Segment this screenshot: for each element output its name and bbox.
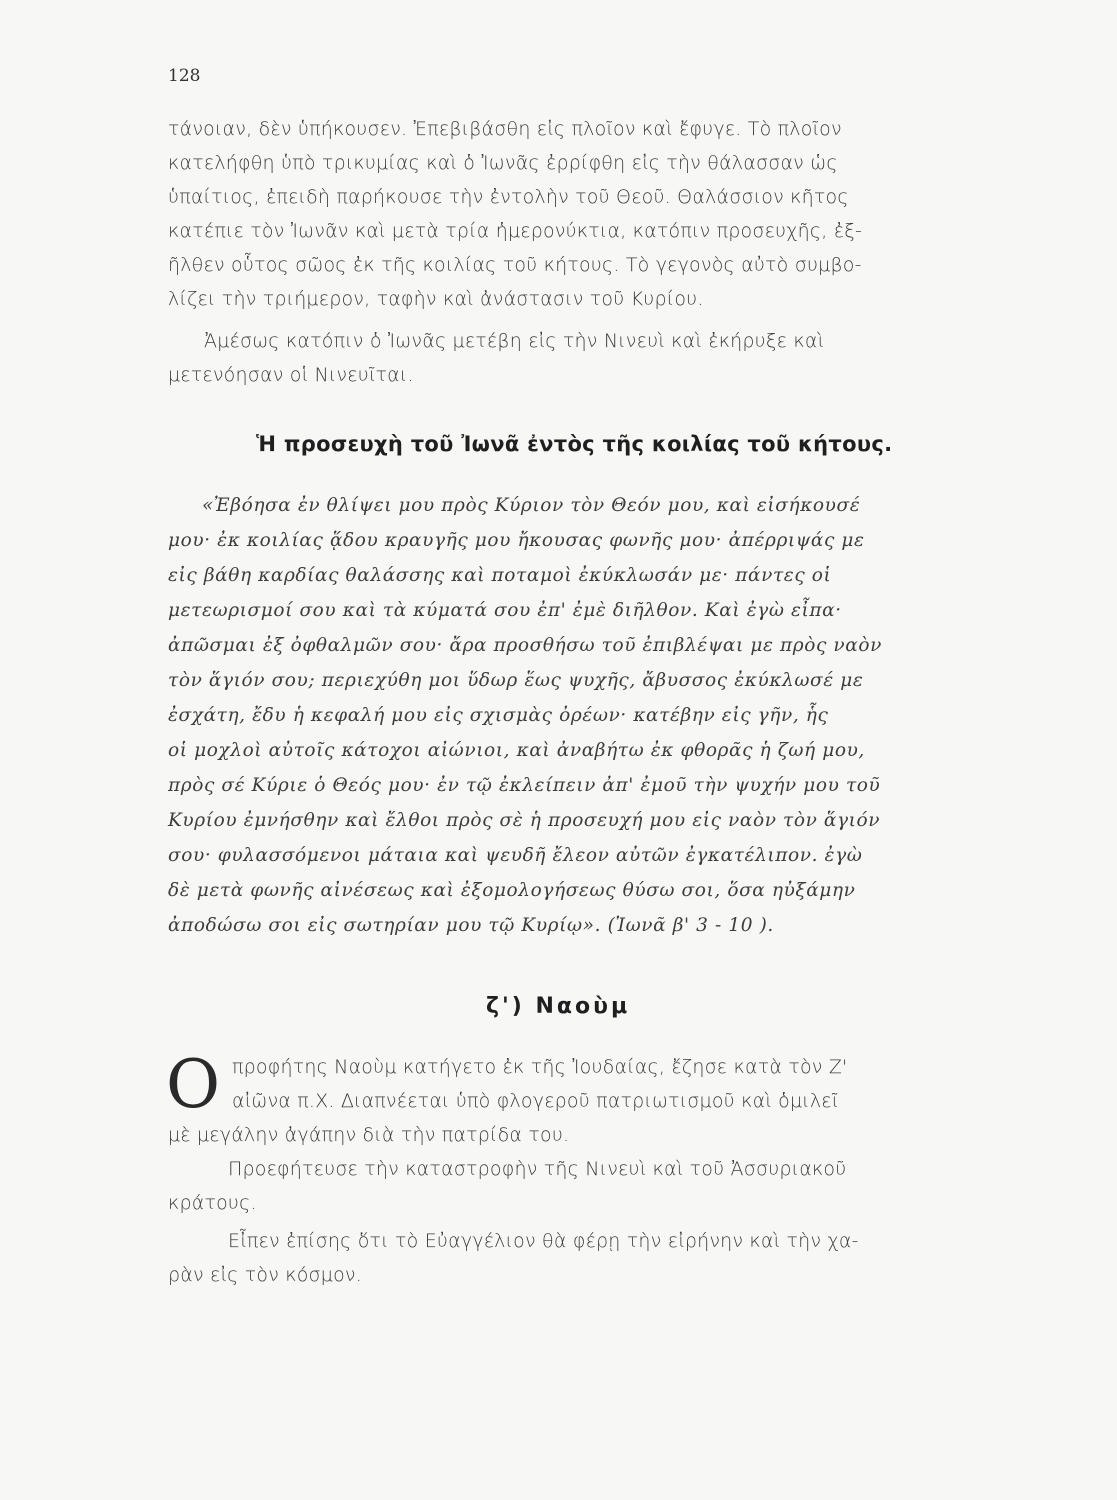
quote-line: εἰς βάθη καρδίας θαλάσσης καὶ ποταμοὶ ἐκύκλωσάν με· πάντες οἱ	[168, 565, 832, 586]
quote-line: ἐσχάτη, ἔδυ ἡ κεφαλή μου εἰς σχισμὰς ὀρέων· κατέβην εἰς γῆν, ἧς	[168, 705, 829, 726]
text-line: Ἀμέσως κατόπιν ὁ Ἰωνᾶς μετέβη εἰς τὴν Νινευὶ καὶ ἐκήρυξε καὶ	[204, 330, 825, 352]
text-line: κατέπιε τὸν Ἰωνᾶν καὶ μετὰ τρία ἡμερονύκτια, κατόπιν προσευχῆς, ἐξ-	[168, 220, 863, 242]
text-line: κατελήφθη ὑπὸ τρικυμίας καὶ ὁ Ἰωνᾶς ἐρρίφθη εἰς τὴν θάλασσαν ὡς	[168, 152, 838, 174]
text-line: προφήτης Ναοὺμ κατήγετο ἐκ τῆς Ἰουδαίας, ἔζησε κατὰ τὸν Ζ'	[232, 1056, 848, 1078]
quote-line: Κυρίου ἐμνήσθην καὶ ἔλθοι πρὸς σὲ ἡ προσευχή μου εἰς ναὸν τὸν ἅγιόν	[168, 810, 881, 831]
text-line: ῆλθεν οὗτος σῶος ἐκ τῆς κοιλίας τοῦ κήτους. Τὸ γεγονὸς αὐτὸ συμβο-	[168, 254, 862, 276]
quote-line: ἀποδώσω σοι εἰς σωτηρίαν μου τῷ Κυρίῳ». (Ἰωνᾶ β' 3 - 10 ).	[168, 915, 774, 936]
quote-line: ἀπῶσμαι ἐξ ὀφθαλμῶν σου· ἄρα προσθήσω τοῦ ἐπιβλέψαι με πρὸς ναὸν	[168, 635, 882, 656]
text-line: κράτους.	[168, 1192, 257, 1214]
quote-line: «Ἐβόησα ἐν θλίψει μου πρὸς Κύριον τὸν Θεόν μου, καὶ εἰσήκουσέ	[202, 495, 861, 516]
text-line: λίζει τὴν τριήμερον, ταφὴν καὶ ἀνάστασιν τοῦ Κυρίου.	[168, 288, 704, 310]
prayer-heading: Ἡ προσευχὴ τοῦ Ἰωνᾶ ἐντὸς τῆς κοιλίας τοῦ κήτους.	[256, 432, 893, 456]
page-number: 128	[168, 66, 201, 86]
text-line: Εἶπεν ἐπίσης ὅτι τὸ Εὐαγγέλιον θὰ φέρῃ τὴν εἰρήνην καὶ τὴν χα-	[228, 1230, 859, 1252]
text-line: μετενόησαν οἱ Νινευῖται.	[168, 364, 414, 386]
quote-line: τὸν ἅγιόν σου; περιεχύθη μοι ὕδωρ ἕως ψυχῆς, ἄβυσσος ἐκύκλωσέ με	[168, 670, 864, 691]
quote-line: μου· ἐκ κοιλίας ᾅδου κραυγῆς μου ἤκουσας φωνῆς μου· ἀπέρριψάς με	[168, 530, 865, 551]
quote-line: μετεωρισμοί σου καὶ τὰ κύματά σου ἐπ' ἐμὲ διῆλθον. Καὶ ἐγὼ εἶπα·	[168, 600, 842, 621]
quote-line: σου· φυλασσόμενοι μάταια καὶ ψευδῆ ἔλεον αὐτῶν ἐγκατέλιπον. ἐγὼ	[168, 845, 863, 866]
text-line: αἰῶνα π.Χ. Διαπνέεται ὑπὸ φλογεροῦ πατριωτισμοῦ καὶ ὁμιλεῖ	[232, 1090, 839, 1112]
text-line: ὑπαίτιος, ἐπειδὴ παρήκουσε τὴν ἐντολὴν τοῦ Θεοῦ. Θαλάσσιον κῆτος	[168, 186, 849, 208]
text-line: τάνοιαν, δὲν ὑπήκουσεν. Ἐπεβιβάσθη εἰς πλοῖον καὶ ἔφυγε. Τὸ πλοῖον	[168, 118, 842, 140]
text-line: μὲ μεγάλην ἀγάπην διὰ τὴν πατρίδα του.	[168, 1124, 570, 1146]
drop-cap: Ο	[166, 1046, 221, 1123]
quote-line: δὲ μετὰ φωνῆς αἰνέσεως καὶ ἐξομολογήσεως θύσω σοι, ὅσα ηὐξάμην	[168, 880, 856, 901]
section-heading: ζ') Ναοὺμ	[486, 994, 631, 1019]
quote-line: οἱ μοχλοὶ αὐτοῖς κάτοχοι αἰώνιοι, καὶ ἀναβήτω ἐκ φθορᾶς ἡ ζωή μου,	[168, 740, 865, 761]
text-line: ρὰν εἰς τὸν κόσμον.	[168, 1264, 362, 1286]
quote-line: πρὸς σέ Κύριε ὁ Θεός μου· ἐν τῷ ἐκλείπειν ἀπ' ἐμοῦ τὴν ψυχήν μου τοῦ	[168, 775, 881, 796]
text-line: Προεφήτευσε τὴν καταστροφὴν τῆς Νινευὶ καὶ τοῦ Ἀσσυριακοῦ	[228, 1158, 847, 1180]
